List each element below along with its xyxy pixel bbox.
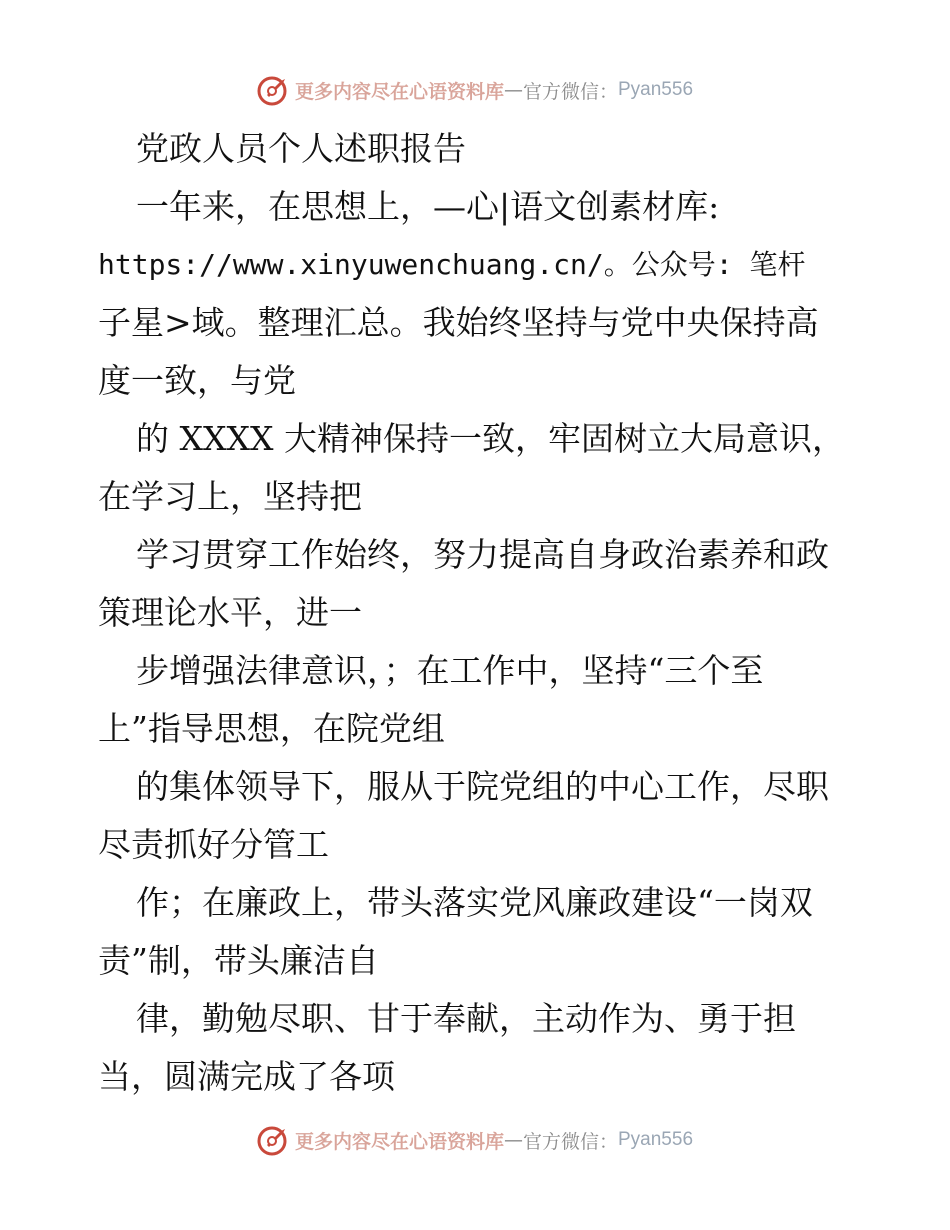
document-body: [98, 120, 858, 1106]
watermark-footer: [0, 1120, 950, 1160]
brush-logo-icon: [257, 1123, 291, 1157]
watermark-text: 更多内容尽在心语资料库: [294, 1130, 504, 1153]
watermark-separator: —: [503, 1129, 523, 1151]
document-title: 党政人员个人述职报告: [136, 129, 466, 168]
text-line: 上”指导思想，在院党组: [98, 709, 445, 748]
text-line: 作；在廉政上，带头落实党风廉政建设“一岗双: [136, 883, 813, 922]
watermark-meta: 官方微信：: [522, 80, 618, 103]
text-line: 律，勤勉尽职、甘于奉献，主动作为、勇于担: [136, 999, 796, 1038]
text-line: https://www.xinyuwenchuang.cn/。公众号: 笔杆: [98, 248, 806, 281]
text-line: 度一致，与党: [98, 361, 296, 400]
watermark-header: [0, 70, 950, 110]
text-line: 尽责抓好分管工: [98, 825, 329, 864]
watermark-text: 更多内容尽在心语资料库: [294, 80, 504, 103]
text-line: 学习贯穿工作始终，努力提高自身政治素养和政: [136, 535, 829, 574]
text-line: 一年来，在思想上，—心|语文创素材库:: [136, 187, 720, 226]
brush-logo-icon: [257, 73, 291, 107]
text-line: 策理论水平，进一: [98, 593, 362, 632]
text-line: 责”制，带头廉洁自: [98, 941, 379, 980]
text-line: 的集体领导下，服从于院党组的中心工作，尽职: [136, 767, 829, 806]
watermark-id: Pyan556: [618, 1129, 694, 1150]
watermark-id: Pyan556: [618, 79, 694, 100]
text-line: 子星>域。整理汇总。我始终坚持与党中央保持高: [98, 303, 819, 342]
text-line: 的 XXXX 大精神保持一致，牢固树立大局意识，: [136, 419, 845, 458]
watermark-meta: 官方微信：: [522, 1130, 618, 1153]
text-line: 当，圆满完成了各项: [98, 1057, 395, 1096]
text-line: 在学习上，坚持把: [98, 477, 362, 516]
watermark-separator: —: [503, 79, 523, 101]
text-line: 步增强法律意识，；在工作中，坚持“三个至: [136, 651, 764, 690]
